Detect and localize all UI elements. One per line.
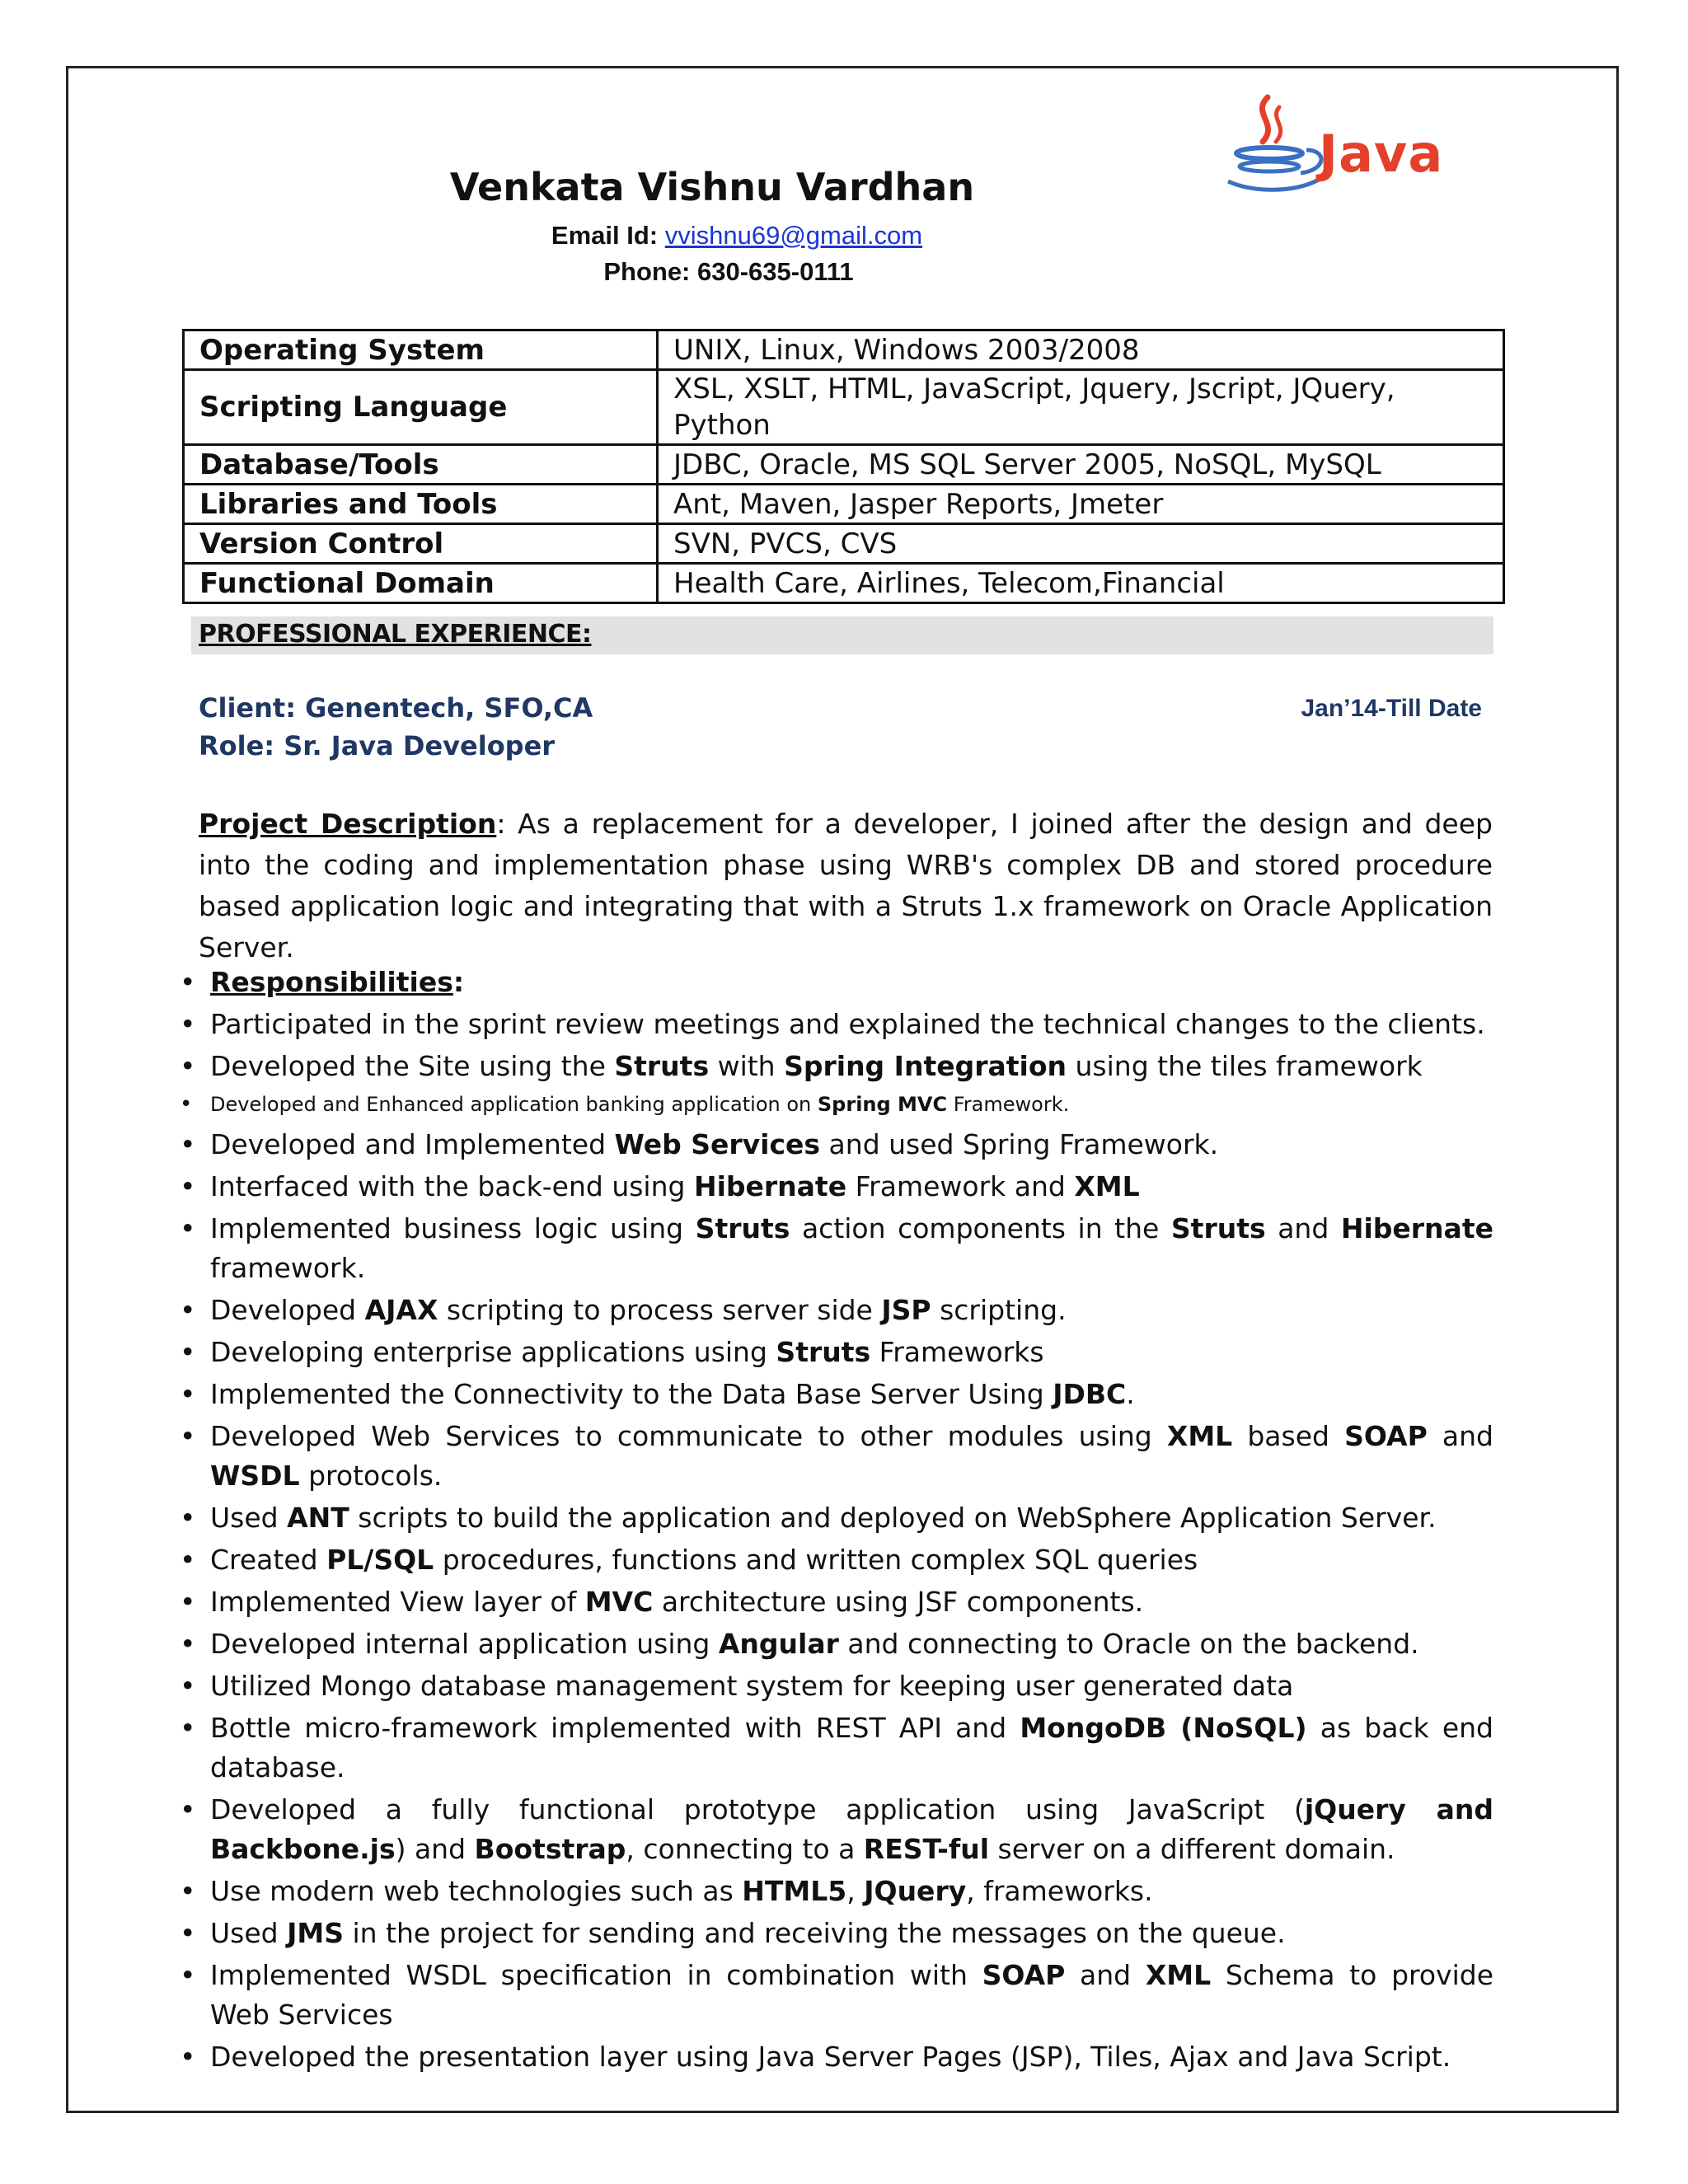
list-item-text: , frameworks. — [966, 1875, 1153, 1907]
list-item-text: Spring MVC — [817, 1093, 948, 1116]
skill-key: Operating System — [184, 330, 658, 370]
list-item-text: Struts — [695, 1212, 790, 1244]
list-item-text: Framework and — [846, 1170, 1075, 1202]
list-item — [175, 1005, 1493, 1044]
list-item-text: server on a different domain. — [989, 1833, 1395, 1865]
list-item-text: MVC — [584, 1586, 654, 1618]
list-item-text: Bootstrap — [474, 1833, 626, 1865]
list-item-text: Implemented the Connectivity to the Data Base Server Using — [210, 1378, 1053, 1410]
list-item-text: Implemented View layer of — [210, 1586, 585, 1618]
skill-key: Libraries and Tools — [184, 485, 658, 524]
list-item-text: Hibernate — [1340, 1212, 1493, 1244]
list-item — [175, 1047, 1493, 1086]
list-item — [175, 1708, 1493, 1788]
responsibilities-colon: : — [452, 966, 465, 998]
responsibilities-list — [175, 963, 1493, 2079]
java-logo-text: Java — [1319, 124, 1444, 184]
list-item-text: and — [1265, 1212, 1341, 1244]
list-item-text: scripting. — [931, 1294, 1067, 1326]
list-item-text: with — [709, 1050, 785, 1082]
list-item-text: architecture using JSF components. — [653, 1586, 1144, 1618]
list-item — [175, 1498, 1493, 1538]
phone-value: 630-635-0111 — [697, 257, 854, 286]
email-label: Email Id: — [551, 221, 659, 250]
list-item-text: Implemented WSDL specification in combination with — [210, 1959, 982, 1991]
phone-label: Phone: — [603, 257, 691, 286]
skills-table — [182, 329, 1505, 604]
project-heading: Project Description — [199, 808, 497, 840]
list-item-text: Used — [210, 1917, 288, 1949]
skill-key: Version Control — [184, 524, 658, 564]
list-item-text: SOAP — [982, 1959, 1066, 1991]
list-item — [175, 1956, 1493, 2035]
list-item — [175, 2037, 1493, 2077]
employment-date: Jan’14-Till Date — [1301, 695, 1482, 722]
list-item-text: Hibernate — [693, 1170, 847, 1202]
list-item-text: protocols. — [299, 1460, 443, 1492]
table-row — [184, 330, 1504, 370]
list-item-text: and connecting to Oracle on the backend. — [838, 1628, 1419, 1660]
list-item-text: Framework. — [947, 1093, 1070, 1116]
list-item-text: jQuery and Backbone.js — [210, 1793, 1493, 1865]
list-item-text: Developed a fully functional prototype application using JavaScript ( — [210, 1793, 1305, 1825]
skill-value: XSL, XSLT, HTML, JavaScript, Jquery, Jscript, JQuery, Python — [658, 370, 1504, 445]
list-item-text: action components in the — [790, 1212, 1171, 1244]
list-item-text: AJAX — [364, 1294, 438, 1326]
list-item-text: HTML5 — [742, 1875, 847, 1907]
skill-key: Functional Domain — [184, 564, 658, 603]
list-item-text: in the project for sending and receiving the messages on the queue. — [343, 1917, 1286, 1949]
list-item-text: Spring Integration — [784, 1050, 1067, 1082]
list-item — [175, 1375, 1493, 1414]
list-item — [175, 1089, 1493, 1120]
list-item — [175, 1540, 1493, 1580]
list-item-text: Interfaced with the back-end using — [210, 1170, 694, 1202]
list-item-text: and — [1427, 1420, 1494, 1452]
client-name: Client: Genentech, SFO,CA — [199, 692, 593, 724]
phone-line — [0, 257, 1573, 287]
list-item-text: and — [1065, 1959, 1146, 1991]
list-item-text: XML — [1074, 1170, 1140, 1202]
list-item-text: Schema to provide Web Services — [210, 1959, 1493, 2031]
skill-key: Database/Tools — [184, 445, 658, 485]
list-item-text: Developed — [210, 1294, 365, 1326]
list-item-text: Used — [210, 1502, 288, 1534]
skill-value: SVN, PVCS, CVS — [658, 524, 1504, 564]
list-item — [175, 1167, 1493, 1207]
list-item-text: Created — [210, 1544, 327, 1576]
list-item-text: Developed and Enhanced application banking application on — [210, 1093, 818, 1116]
list-item-text: Developed and Implemented — [210, 1128, 615, 1160]
project-text: : As a replacement for a developer, I joined after the design and deep into the coding and implementation phase using WRB's complex DB and stored procedure based application logic and integrating that with a Struts 1.x framework on Oracle Application Server. — [199, 808, 1493, 963]
list-item — [175, 1417, 1493, 1496]
list-item-text: JQuery — [864, 1875, 967, 1907]
list-item-text: . — [1126, 1378, 1135, 1410]
skill-value: JDBC, Oracle, MS SQL Server 2005, NoSQL, MySQL — [658, 445, 1504, 485]
list-item-text: SOAP — [1344, 1420, 1428, 1452]
list-item-text: WSDL — [210, 1460, 300, 1492]
list-item-text: scripts to build the application and deployed on WebSphere Application Server. — [349, 1502, 1437, 1534]
list-item — [175, 1666, 1493, 1706]
list-item-text: Frameworks — [870, 1336, 1044, 1368]
list-item-text: Developing enterprise applications using — [210, 1336, 776, 1368]
list-item-text: based — [1232, 1420, 1345, 1452]
list-item — [175, 1333, 1493, 1372]
table-row — [184, 485, 1504, 524]
list-item — [175, 1125, 1493, 1165]
table-row — [184, 370, 1504, 445]
skill-key: Scripting Language — [184, 370, 658, 445]
section-title: PROFESSIONAL EXPERIENCE: — [199, 620, 592, 649]
list-item — [175, 1582, 1493, 1622]
list-item-text: Use modern web technologies such as — [210, 1875, 743, 1907]
list-item-text: Bottle micro-framework implemented with REST API and — [210, 1712, 1020, 1744]
list-item-text: , — [846, 1875, 865, 1907]
list-item-text: JSP — [881, 1294, 931, 1326]
table-row — [184, 445, 1504, 485]
list-item-text: XML — [1145, 1959, 1212, 1991]
list-item-text: Participated in the sprint review meetings and explained the technical changes to the clients. — [210, 1008, 1485, 1040]
list-item-text: ANT — [287, 1502, 349, 1534]
list-item-text: Utilized Mongo database management system for keeping user generated data — [210, 1670, 1294, 1702]
list-item-text: Angular — [718, 1628, 839, 1660]
candidate-name: Venkata Vishnu Vardhan — [449, 165, 975, 209]
project-description — [199, 804, 1493, 968]
list-item — [175, 1209, 1493, 1288]
role-title: Role: Sr. Java Developer — [199, 730, 556, 762]
list-item — [175, 1914, 1493, 1953]
list-item-text: Web Services — [614, 1128, 821, 1160]
list-item-text: Developed the presentation layer using Java Server Pages (JSP), Tiles, Ajax and Java Script. — [210, 2041, 1451, 2073]
skill-value: Health Care, Airlines, Telecom,Financial — [658, 564, 1504, 603]
list-item — [175, 1291, 1493, 1330]
list-item-text: Implemented business logic using — [210, 1212, 696, 1244]
table-row — [184, 564, 1504, 603]
list-item-text: framework. — [210, 1252, 366, 1284]
skill-value: UNIX, Linux, Windows 2003/2008 — [658, 330, 1504, 370]
email-link[interactable]: vvishnu69@gmail.com — [664, 221, 923, 250]
skill-value: Ant, Maven, Jasper Reports, Jmeter — [658, 485, 1504, 524]
list-item-text: ) and — [395, 1833, 475, 1865]
list-item-text: REST-ful — [863, 1833, 990, 1865]
list-item-text: as back end database. — [210, 1712, 1493, 1783]
list-item-text: Developed the Site using the — [210, 1050, 615, 1082]
list-item-text: Struts — [776, 1336, 871, 1368]
list-item-text: , connecting to a — [626, 1833, 864, 1865]
list-item-text: procedures, functions and written complex SQL queries — [434, 1544, 1198, 1576]
list-item-text: Developed internal application using — [210, 1628, 719, 1660]
list-item-text: PL/SQL — [326, 1544, 434, 1576]
email-line — [0, 221, 1581, 251]
list-item — [175, 1872, 1493, 1911]
list-item-text: Developed Web Services to communicate to other modules using — [210, 1420, 1167, 1452]
list-item-text: JDBC — [1053, 1378, 1127, 1410]
list-item-text: Struts — [614, 1050, 710, 1082]
responsibilities-heading: Responsibilities — [210, 966, 453, 998]
list-item-text: Struts — [1170, 1212, 1266, 1244]
list-item-text: and used Spring Framework. — [820, 1128, 1219, 1160]
list-item-text: XML — [1166, 1420, 1233, 1452]
table-row — [184, 524, 1504, 564]
list-item — [175, 963, 1493, 1002]
list-item-text: JMS — [287, 1917, 344, 1949]
list-item-text: scripting to process server side — [438, 1294, 882, 1326]
list-item-text: MongoDB (NoSQL) — [1020, 1712, 1307, 1744]
list-item — [175, 1624, 1493, 1664]
list-item — [175, 1790, 1493, 1869]
list-item-text: using the tiles framework — [1067, 1050, 1423, 1082]
